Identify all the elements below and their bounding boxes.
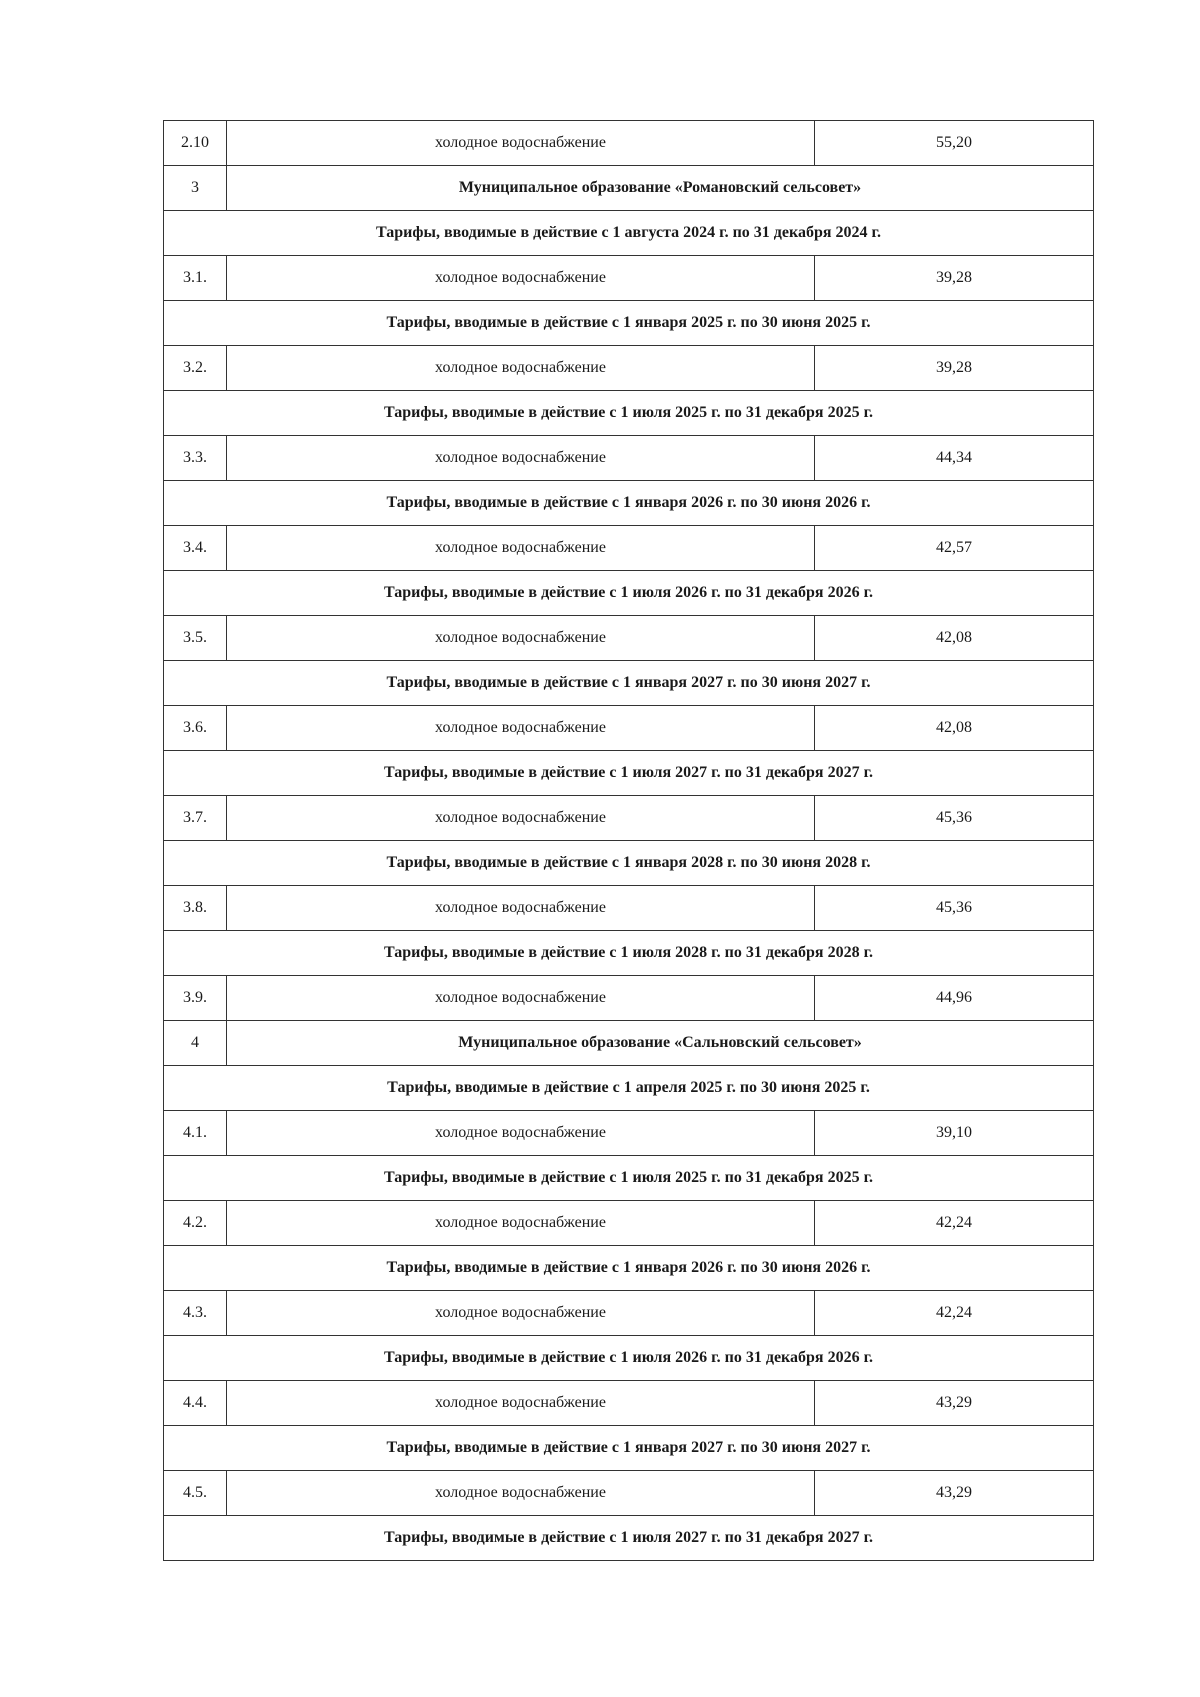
- tariff-value: 42,08: [815, 706, 1094, 751]
- tariff-value: 42,24: [815, 1201, 1094, 1246]
- table-row: [164, 616, 1094, 661]
- tariff-table-body: [164, 121, 1094, 1561]
- table-row: [164, 976, 1094, 1021]
- period-heading: Тарифы, вводимые в действие с 1 января 2026 г. по 30 июня 2026 г.: [164, 1246, 1094, 1291]
- period-heading: Тарифы, вводимые в действие с 1 июля 2026 г. по 31 декабря 2026 г.: [164, 571, 1094, 616]
- period-row: [164, 1336, 1094, 1381]
- row-number: 2.10: [164, 121, 227, 166]
- service-name: холодное водоснабжение: [227, 1201, 815, 1246]
- period-row: [164, 571, 1094, 616]
- row-number: 3.5.: [164, 616, 227, 661]
- row-number: 4.5.: [164, 1471, 227, 1516]
- table-row: [164, 346, 1094, 391]
- tariff-value: 42,57: [815, 526, 1094, 571]
- period-row: [164, 1516, 1094, 1561]
- row-number: 3.7.: [164, 796, 227, 841]
- municipality-name: Муниципальное образование «Сальновский сельсовет»: [227, 1021, 1094, 1066]
- period-row: [164, 1066, 1094, 1111]
- row-number: 4: [164, 1021, 227, 1066]
- tariff-value: 44,34: [815, 436, 1094, 481]
- service-name: холодное водоснабжение: [227, 1291, 815, 1336]
- period-heading: Тарифы, вводимые в действие с 1 июля 2027 г. по 31 декабря 2027 г.: [164, 1516, 1094, 1561]
- tariff-value: 39,28: [815, 256, 1094, 301]
- period-row: [164, 931, 1094, 976]
- service-name: холодное водоснабжение: [227, 121, 815, 166]
- table-row: [164, 1381, 1094, 1426]
- tariff-table: [163, 120, 1094, 1561]
- period-row: [164, 751, 1094, 796]
- service-name: холодное водоснабжение: [227, 1471, 815, 1516]
- period-row: [164, 1246, 1094, 1291]
- row-number: 3.4.: [164, 526, 227, 571]
- table-row: [164, 526, 1094, 571]
- period-heading: Тарифы, вводимые в действие с 1 апреля 2025 г. по 30 июня 2025 г.: [164, 1066, 1094, 1111]
- period-row: [164, 211, 1094, 256]
- period-row: [164, 481, 1094, 526]
- service-name: холодное водоснабжение: [227, 796, 815, 841]
- service-name: холодное водоснабжение: [227, 436, 815, 481]
- period-row: [164, 301, 1094, 346]
- table-row: [164, 1111, 1094, 1156]
- row-number: 4.3.: [164, 1291, 227, 1336]
- service-name: холодное водоснабжение: [227, 1111, 815, 1156]
- period-heading: Тарифы, вводимые в действие с 1 января 2027 г. по 30 июня 2027 г.: [164, 1426, 1094, 1471]
- service-name: холодное водоснабжение: [227, 526, 815, 571]
- table-row: [164, 436, 1094, 481]
- table-row: [164, 706, 1094, 751]
- period-row: [164, 1156, 1094, 1201]
- service-name: холодное водоснабжение: [227, 886, 815, 931]
- tariff-value: 44,96: [815, 976, 1094, 1021]
- period-heading: Тарифы, вводимые в действие с 1 июля 2025 г. по 31 декабря 2025 г.: [164, 1156, 1094, 1201]
- row-number: 3.3.: [164, 436, 227, 481]
- row-number: 3.6.: [164, 706, 227, 751]
- row-number: 3.1.: [164, 256, 227, 301]
- group-row: [164, 166, 1094, 211]
- service-name: холодное водоснабжение: [227, 706, 815, 751]
- tariff-value: 39,28: [815, 346, 1094, 391]
- table-row: [164, 796, 1094, 841]
- tariff-value: 45,36: [815, 796, 1094, 841]
- period-row: [164, 1426, 1094, 1471]
- row-number: 4.1.: [164, 1111, 227, 1156]
- tariff-value: 43,29: [815, 1381, 1094, 1426]
- table-row: [164, 1201, 1094, 1246]
- row-number: 4.2.: [164, 1201, 227, 1246]
- row-number: 3.8.: [164, 886, 227, 931]
- tariff-value: 43,29: [815, 1471, 1094, 1516]
- service-name: холодное водоснабжение: [227, 256, 815, 301]
- period-heading: Тарифы, вводимые в действие с 1 января 2027 г. по 30 июня 2027 г.: [164, 661, 1094, 706]
- group-row: [164, 1021, 1094, 1066]
- table-row: [164, 121, 1094, 166]
- service-name: холодное водоснабжение: [227, 346, 815, 391]
- period-heading: Тарифы, вводимые в действие с 1 июля 2026 г. по 31 декабря 2026 г.: [164, 1336, 1094, 1381]
- period-heading: Тарифы, вводимые в действие с 1 января 2028 г. по 30 июня 2028 г.: [164, 841, 1094, 886]
- period-heading: Тарифы, вводимые в действие с 1 августа 2024 г. по 31 декабря 2024 г.: [164, 211, 1094, 256]
- period-heading: Тарифы, вводимые в действие с 1 июля 2027 г. по 31 декабря 2027 г.: [164, 751, 1094, 796]
- row-number: 3: [164, 166, 227, 211]
- period-heading: Тарифы, вводимые в действие с 1 июля 2025 г. по 31 декабря 2025 г.: [164, 391, 1094, 436]
- table-row: [164, 886, 1094, 931]
- service-name: холодное водоснабжение: [227, 616, 815, 661]
- period-row: [164, 661, 1094, 706]
- period-heading: Тарифы, вводимые в действие с 1 января 2026 г. по 30 июня 2026 г.: [164, 481, 1094, 526]
- table-row: [164, 1471, 1094, 1516]
- tariff-value: 45,36: [815, 886, 1094, 931]
- table-row: [164, 256, 1094, 301]
- table-row: [164, 1291, 1094, 1336]
- period-row: [164, 391, 1094, 436]
- period-heading: Тарифы, вводимые в действие с 1 января 2025 г. по 30 июня 2025 г.: [164, 301, 1094, 346]
- tariff-value: 42,24: [815, 1291, 1094, 1336]
- service-name: холодное водоснабжение: [227, 976, 815, 1021]
- period-row: [164, 841, 1094, 886]
- row-number: 4.4.: [164, 1381, 227, 1426]
- row-number: 3.2.: [164, 346, 227, 391]
- tariff-value: 42,08: [815, 616, 1094, 661]
- tariff-value: 39,10: [815, 1111, 1094, 1156]
- tariff-value: 55,20: [815, 121, 1094, 166]
- municipality-name: Муниципальное образование «Романовский сельсовет»: [227, 166, 1094, 211]
- row-number: 3.9.: [164, 976, 227, 1021]
- service-name: холодное водоснабжение: [227, 1381, 815, 1426]
- period-heading: Тарифы, вводимые в действие с 1 июля 2028 г. по 31 декабря 2028 г.: [164, 931, 1094, 976]
